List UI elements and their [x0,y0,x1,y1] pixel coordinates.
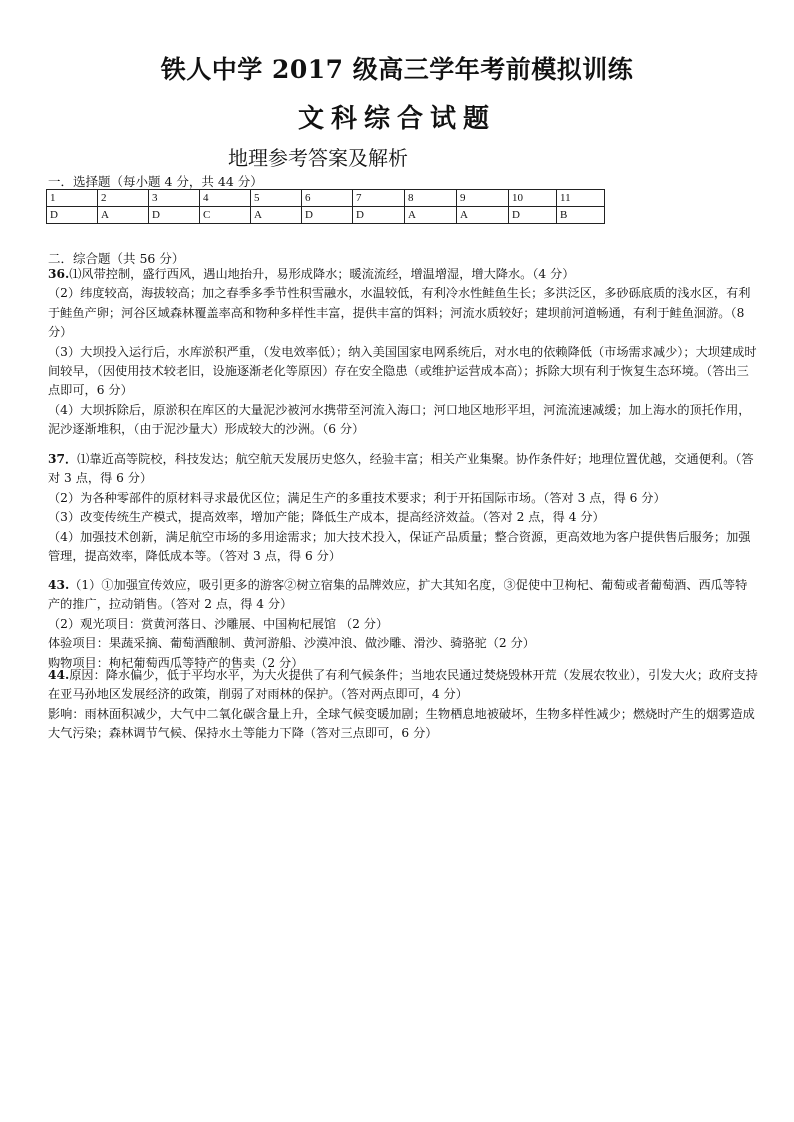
section1-heading: 一．选择题（每小题 4 分，共 44 分） [48,174,263,189]
answer-table-number-row [47,190,605,207]
question-44 [48,666,758,744]
q37-part1 [48,450,758,489]
exam-title: 文科综合试题 [297,104,496,134]
table-cell-num-6: 6 [302,190,353,207]
table-cell-ans-5: A [251,207,302,224]
question-37 [48,450,758,566]
subject-title: 地理参考答案及解析 [228,146,408,170]
section2-heading: 二．综合题（共 56 分） [48,251,185,266]
q44-number: 44. [48,668,70,682]
q43-part1 [48,576,758,615]
q43-part2: （2）观光项目：赏黄河落日、沙雕展、中国枸杞展馆 （2 分） [48,616,389,631]
q37-part3: （3）改变传统生产模式，提高效率，增加产能；降低生产成本，提高经济效益。（答对 2 点，得 4 分） [48,510,605,525]
q44-part2: 影响：雨林面积减少，大气中二氧化碳含量上升，全球气候变暖加剧；生物栖息地被破坏，生物多样性减少；燃烧时产生的烟雾造成大气污染；森林调节气候、保持水土等能力下降（答对三点即可，6 分） [48,706,755,741]
q37-part4: （4）加强技术创新，满足航空市场的多用途需求；加大技术投入，保证产品质量；整合资源，更高效地为客户提供售后服务；加强管理，提高效率，降低成本等。（答对 3 点，得 6 分） [48,529,751,564]
q37-part2: （2）为各种零部件的原材料寻求最优区位；满足生产的多重技术要求；利于开拓国际市场。（答对 3 点，得 6 分） [48,490,666,505]
q44-part1-text: 原因：降水偏少，低于平均水平，为大火提供了有利气候条件；当地农民通过焚烧毁林开荒（发展农牧业），引发大火；政府支持在亚马孙地区发展经济的政策，削弱了对雨林的保护。（答对两点即可，4 分） [48,668,758,702]
q43-part1-text: （1）①加强宣传效应，吸引更多的游客②树立宿集的品牌效应，扩大其知名度，③促使中卫枸杞、葡萄或者葡萄酒、西瓜等特产的推广，拉动销售。（答对 2 点，得 4 分） [48,578,748,612]
table-cell-num-1: 1 [47,190,98,207]
table-cell-num-2: 2 [98,190,149,207]
table-cell-num-4: 4 [200,190,251,207]
question-36 [48,265,758,440]
table-cell-num-5: 5 [251,190,302,207]
table-cell-num-8: 8 [405,190,457,207]
school-title: 铁人中学 2017 级高三学年考前模拟训练 [160,55,634,84]
table-cell-num-11: 11 [557,190,605,207]
table-cell-num-10: 10 [509,190,557,207]
table-cell-ans-2: A [98,207,149,224]
q36-part3: （3）大坝投入运行后，水库淤积严重，（发电效率低）；纳入美国国家电网系统后，对水电的依赖降低（市场需求减少）；大坝建成时间较早，（因使用技术较老旧，设施逐渐老化等原因）存在安全隐患（或维护运营成本高）；拆除大坝有利于恢复生态环境。（答出三点即可，6 分） [48,344,757,398]
table-cell-ans-7: D [353,207,405,224]
q43-number: 43. [48,578,70,592]
q36-part2: （2）纬度较高，海拔较高；加之春季多季节性积雪融水，水温较低，有利冷水性鲑鱼生长；多洪泛区，多砂砾底质的浅水区，有利于鲑鱼产卵；河谷区域森林覆盖率高和物种多样性丰富，提供丰富的饵料；河流水质较好；建坝前河道畅通，有利于鲑鱼洄游。（8 分） [48,286,751,340]
table-cell-num-7: 7 [353,190,405,207]
q44-part1 [48,666,758,705]
q36-number: 36. [48,267,70,281]
answer-table-answer-row [47,207,605,224]
table-cell-ans-3: D [149,207,200,224]
question-43 [48,576,758,673]
table-cell-ans-11: B [557,207,605,224]
q37-part1-text: ⑴靠近高等院校，科技发达；航空航天发展历史悠久，经验丰富；相关产业集聚。协作条件好；地理位置优越，交通便利。（答对 3 点，得 6 分） [48,452,754,486]
q37-number: 37． [48,452,78,466]
q43-part3: 体验项目：果蔬采摘、葡萄酒酿制、黄河游船、沙漠冲浪、做沙雕、滑沙、骑骆驼（2 分） [48,636,535,651]
answer-table [46,189,605,224]
table-cell-ans-6: D [302,207,353,224]
q43-part4: 购物项目：枸杞葡萄西瓜等特产的售卖（2 分） [48,655,304,670]
table-cell-ans-10: D [509,207,557,224]
table-cell-num-3: 3 [149,190,200,207]
table-cell-ans-1: D [47,207,98,224]
q36-part1-text: ⑴风带控制，盛行西风，遇山地抬升，易形成降水；暖流流经，增温增湿，增大降水。（4 分） [69,267,575,281]
table-cell-num-9: 9 [457,190,509,207]
q36-part1 [48,265,758,284]
table-cell-ans-4: C [200,207,251,224]
q36-part4: （4）大坝拆除后，原淤积在库区的大量泥沙被河水携带至河流入海口；河口地区地形平坦，河流流速减缓；加上海水的顶托作用，泥沙逐渐堆积，（由于泥沙量大）形成较大的沙洲。（6 分） [48,402,751,437]
table-cell-ans-9: A [457,207,509,224]
table-cell-ans-8: A [405,207,457,224]
